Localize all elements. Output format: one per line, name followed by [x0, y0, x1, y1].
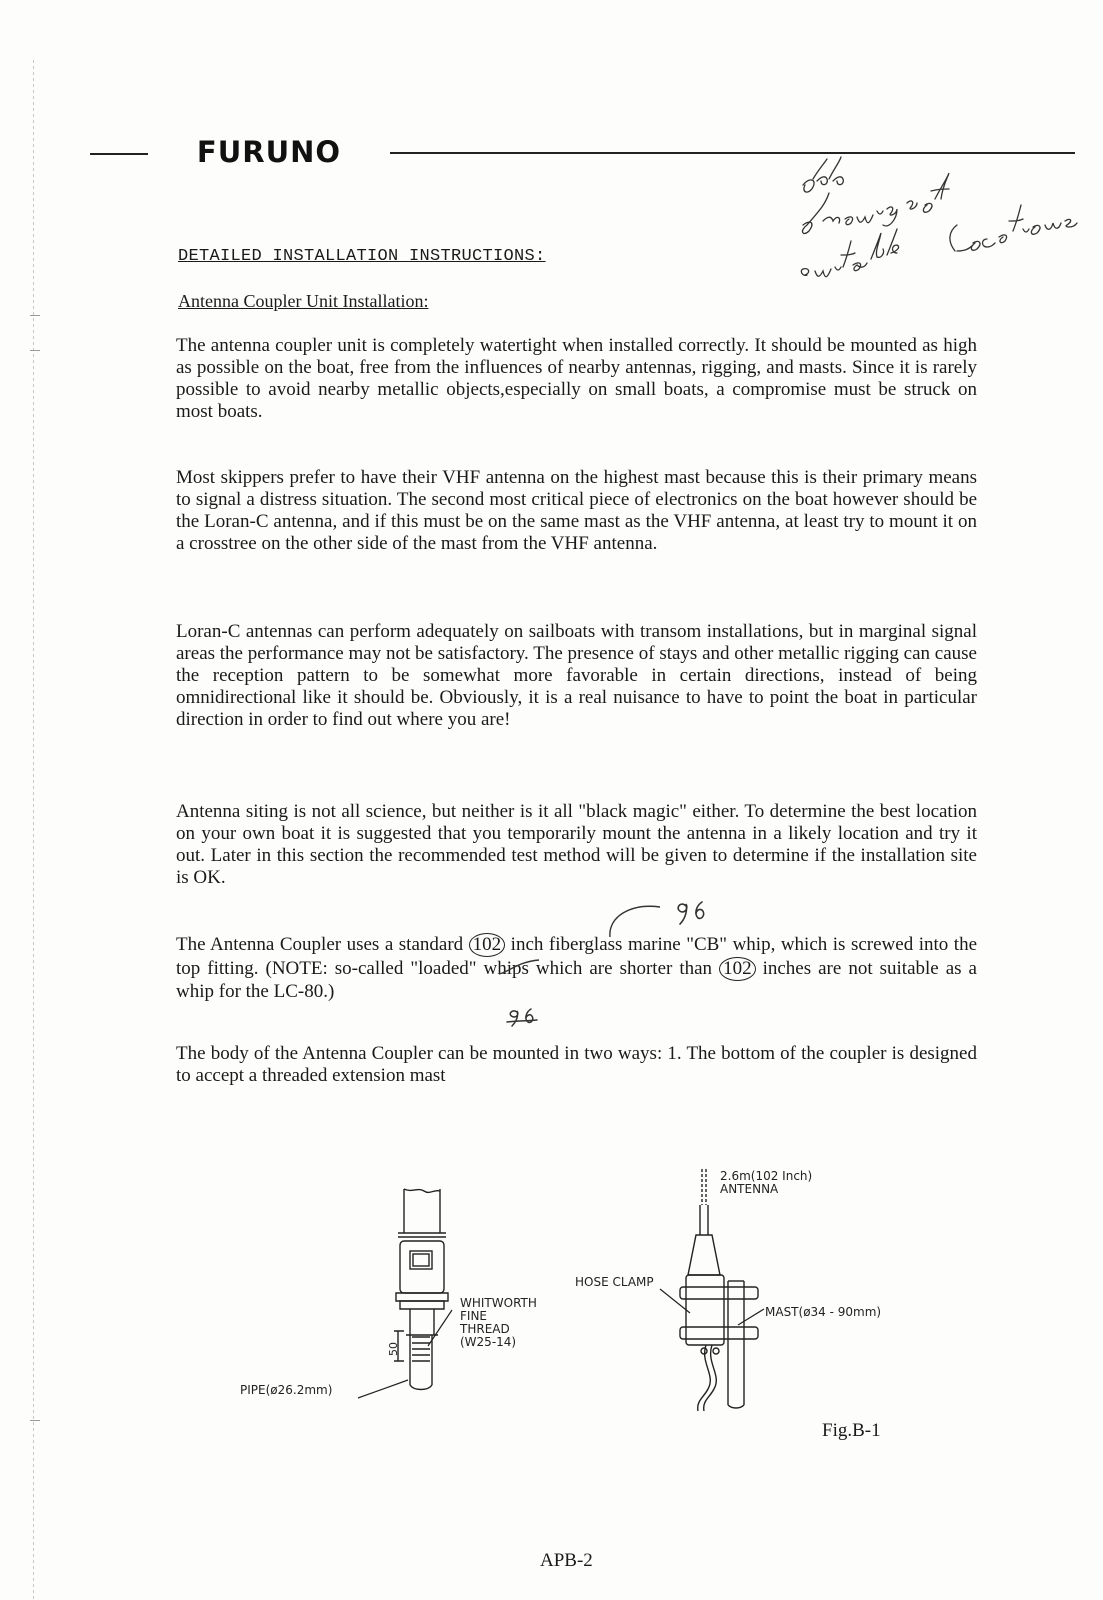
dimension-50: 50 — [387, 1342, 400, 1356]
figure-caption: Fig.B-1 — [822, 1420, 881, 1441]
paragraph-antenna-siting: Antenna siting is not all science, but neither is it all "black magic" either. To determine the best location on your own boat it is suggested that you temporarily mount the antenna in a likely location and try it out. Later in this section the recommended test method will be given to determine if the installation site is OK. — [176, 801, 977, 888]
svg-text:96: 96 — [505, 996, 506, 997]
antenna-label: 2.6m(102 Inch) ANTENNA — [720, 1169, 813, 1196]
paragraph-whip-text-a: The Antenna Coupler uses a standard — [176, 934, 469, 955]
subsection-heading: Antenna Coupler Unit Installation: — [178, 291, 429, 311]
paragraph-watertight: The antenna coupler unit is completely watertight when installed correctly. It should be mounted as high as possible on the boat, free from the influences of nearby antennas, rigging, and masts. Since it is rarely possible to avoid nearby metallic objects,especially on small boats, a compromise must be struck on most boats. — [176, 335, 977, 422]
hose-clamp-label: HOSE CLAMP — [575, 1275, 654, 1289]
paragraph-loran-transom: Loran-C antennas can perform adequately on sailboats with transom installations, but in marginal signal areas the performance may not be satisfactory. The presence of stays and other metallic rigging can cause the reception pattern to be somewhat more favorable in certain directions, instead of being omnidirectional like it should be. Obviously, it is a real nuisance to have to point the boat in particular direction in order to find out where you are! — [176, 621, 977, 730]
handwritten-correction-96-lower — [505, 996, 539, 1028]
scan-margin-line — [33, 60, 34, 1600]
paragraph-whip-text-c: inches are not suitable as a whip for the LC-80.) — [176, 958, 977, 1002]
handwritten-correction-96-upper — [672, 888, 712, 926]
circled-number: 102 — [719, 957, 756, 981]
margin-tick — [30, 1420, 40, 1421]
header-rule-left — [90, 153, 148, 155]
margin-tick — [30, 315, 40, 316]
header-rule-right — [390, 152, 1075, 154]
margin-tick — [30, 350, 40, 351]
furuno-logo: FURUNO — [196, 135, 342, 169]
circled-number: 102 — [469, 933, 506, 957]
section-heading: DETAILED INSTALLATION INSTRUCTIONS: — [178, 247, 546, 266]
pipe-label: PIPE(ø26.2mm) — [240, 1383, 333, 1397]
svg-text:96: 96 — [672, 888, 673, 889]
paragraph-whip-text-b: inch fiberglass marine "CB" whip, which is screwed into the top fitting. (NOTE: so-called "loaded" whips which are shorter than — [176, 934, 977, 979]
paragraph-mounting: The body of the Antenna Coupler can be mounted in two ways: 1. The bottom of the coupler is designed to accept a threaded extension mast — [176, 1043, 977, 1086]
left-diagram-leaders — [350, 1310, 460, 1410]
mast-mount-diagram — [650, 1165, 760, 1415]
mast-label: MAST(ø34 - 90mm) — [765, 1305, 882, 1319]
handwritten-note — [795, 155, 1085, 295]
paragraph-vhf-mast: Most skippers prefer to have their VHF antenna on the highest mast because this is their primary means to signal a distress situation. The second most critical piece of electronics on the boat however should be the Loran-C antenna, and if this must be on the same mast as the VHF antenna, at least try to mount it on a crosstree on the other side of the mast from the VHF antenna. — [176, 467, 977, 554]
whitworth-thread-label: WHITWORTH FINE THREAD (W25-14) — [460, 1296, 537, 1349]
right-diagram-leaders — [660, 1285, 770, 1345]
paragraph-whip — [176, 933, 977, 1003]
page-number: APB-2 — [540, 1550, 593, 1571]
pipe-mount-diagram — [380, 1185, 470, 1400]
